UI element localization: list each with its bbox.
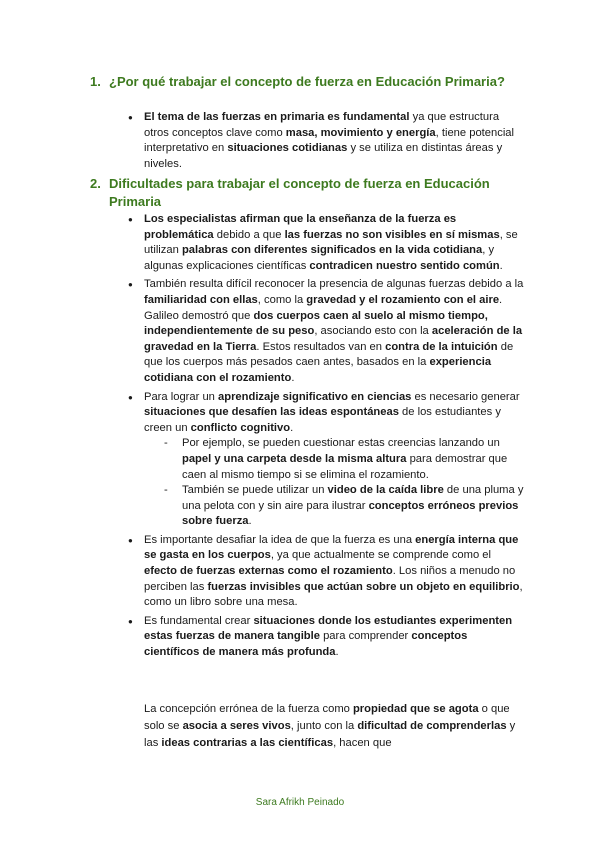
list-item: ● También resulta difícil reconocer la presencia de algunas fuerzas debido a la familiaridad con ellas, como la gravedad y el rozamiento con el aire. Galileo demostró que dos cuerpos caen al suelo al mismo tiempo, independientemente de su peso, asociando esto con la aceleración de la gravedad en la Tierra. Estos resultados van en contra de la intuición de que los cuerpos más pesados caen antes, basados en la experiencia cotidiana con el rozamiento. — [130, 277, 524, 386]
page-footer: Sara Afrikh Peinado — [255, 797, 345, 808]
section-heading-2 — [90, 175, 530, 211]
sub-list-item: - También se puede utilizar un video de la caída libre de una pluma y una pelota con y sin aire para ilustrar conceptos erróneos previos sobre fuerza. — [144, 483, 524, 530]
section-number: 2. — [90, 176, 101, 191]
bullet-list-1 — [130, 110, 524, 175]
list-item: ● Los especialistas afirman que la enseñanza de la fuerza es problemática debido a que las fuerzas no son visibles en sí mismas, se utilizan palabras con diferentes significados en la vida cotidiana, y algunas explicaciones científicas contradicen nuestro sentido común. — [130, 212, 524, 274]
bullet-list-2 — [130, 212, 524, 664]
sub-list-item: - Por ejemplo, se pueden cuestionar estas creencias lanzando un papel y una carpeta desde la misma altura para demostrar que caen al mismo tiempo si se elimina el rozamiento. — [144, 436, 524, 483]
list-item: ● Para lograr un aprendizaje significativo en ciencias es necesario generar situaciones que desafíen las ideas espontáneas de los estudiantes y creen un conflicto cognitivo. - Por ejemplo, se pueden cuestionar estas creencias lanzando un papel y una carpeta desde la misma altura para demostrar que caen al mismo tiempo si se elimina el rozamiento. - También se puede utilizar un video de la caída libre de una pluma y una pelota con y sin aire para ilustrar conceptos erróneos previos sobre fuerza. — [130, 390, 524, 530]
section-title: ¿Por qué trabajar el concepto de fuerza en Educación Primaria? — [109, 74, 505, 89]
section-heading-1 — [90, 73, 530, 91]
list-item: ● El tema de las fuerzas en primaria es fundamental ya que estructura otros conceptos clave como masa, movimiento y energía, tiene potencial interpretativo en situaciones cotidianas y se utiliza en distintas áreas y niveles. — [130, 110, 524, 172]
sub-list — [144, 436, 524, 530]
section-number: 1. — [90, 74, 101, 89]
body-paragraph: La concepción errónea de la fuerza como propiedad que se agota o que solo se asocia a seres vivos, junto con la dificultad de comprenderlas y las ideas contrarias a las científicas, hacen que — [144, 703, 516, 749]
section-title: Dificultades para trabajar el concepto de fuerza en Educación Primaria — [109, 176, 490, 209]
list-item: ● Es fundamental crear situaciones donde los estudiantes experimenten estas fuerzas de manera tangible para comprender conceptos científicos de manera más profunda. — [130, 614, 524, 661]
list-item: ● Es importante desafiar la idea de que la fuerza es una energía interna que se gasta en los cuerpos, ya que actualmente se comprende como el efecto de fuerzas externas como el rozamiento. Los niños a menudo no perciben las fuerzas invisibles que actúan sobre un objeto en equilibrio, como un libro sobre una mesa. — [130, 533, 524, 611]
